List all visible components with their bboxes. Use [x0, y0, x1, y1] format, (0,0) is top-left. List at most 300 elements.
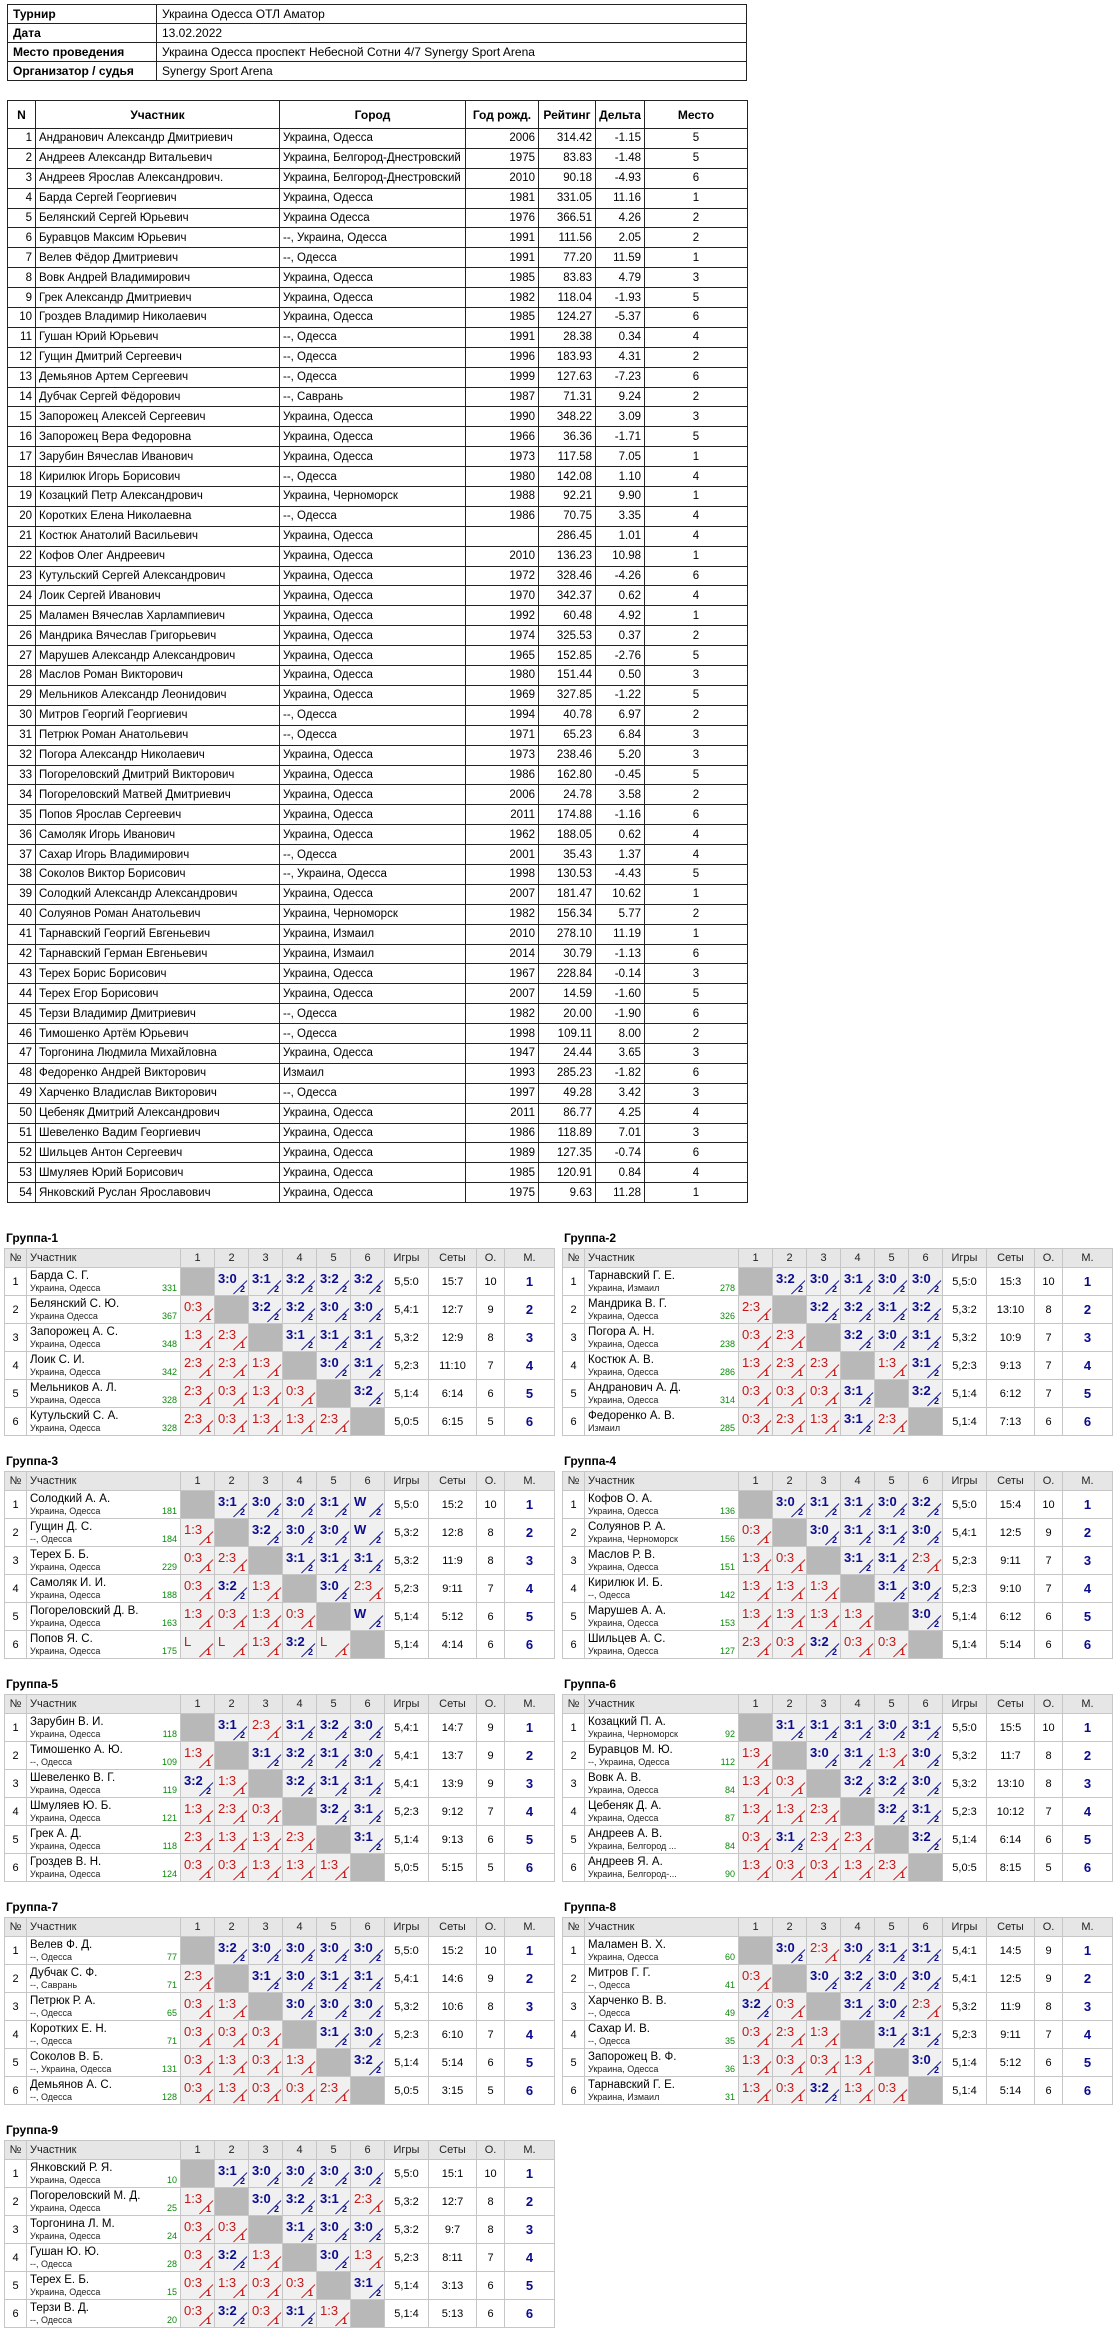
match-result-cell [875, 1547, 909, 1575]
match-result-cell [181, 1798, 215, 1826]
match-points: 2 [899, 1814, 905, 1824]
match-result-cell [841, 1408, 875, 1436]
info-value: 13.02.2022 [157, 24, 747, 43]
group-column-header: Игры [385, 1695, 429, 1714]
group-column-header: Сеты [429, 1249, 477, 1268]
match-score: 2:3 [776, 1327, 795, 1342]
match-score: 1:3 [844, 2052, 863, 2067]
participant-cell: 1.10 [596, 467, 645, 487]
participant-cell: Украина, Одесса [280, 606, 466, 626]
participant-cell: Украина, Одесса [280, 884, 466, 904]
match-result-cell [283, 1937, 317, 1965]
player-city: Украина, Одесса [30, 1282, 101, 1293]
match-result-cell [739, 2049, 773, 2077]
match-score: 1:3 [354, 2247, 373, 2262]
match-points: 1 [899, 2093, 905, 2103]
participant-cell: 6.84 [596, 725, 645, 745]
player-name: Грек А. Д. [30, 1827, 82, 1840]
match-score: 3:0 [354, 1745, 373, 1760]
player-games: 5,1:4 [943, 2049, 987, 2077]
participant-cell: Дубчак Сергей Фёдорович [36, 387, 280, 407]
match-score: 1:3 [742, 1355, 761, 1370]
participant-cell: 1988 [466, 487, 539, 507]
participant-cell: 118.89 [539, 1123, 596, 1143]
participant-cell: 47 [8, 1043, 36, 1063]
group-column-header: 3 [807, 1472, 841, 1491]
match-score: 1:3 [184, 1745, 203, 1760]
group-column-header: 5 [317, 1249, 351, 1268]
participant-cell: 4 [645, 586, 748, 606]
match-points: 2 [307, 2176, 313, 2186]
diagonal-cell [909, 1408, 943, 1436]
player-games: 5,5:0 [943, 1268, 987, 1296]
participant-cell: 1965 [466, 646, 539, 666]
match-points: 2 [239, 1953, 245, 1963]
player-games: 5,2:3 [943, 1575, 987, 1603]
player-number: 2 [563, 1965, 585, 1993]
diagonal-cell [317, 1380, 351, 1408]
player-points: 7 [477, 1575, 505, 1603]
match-result-cell [351, 1742, 385, 1770]
participant-cell: 4.26 [596, 208, 645, 228]
match-result-cell [317, 1547, 351, 1575]
participant-cell: Андранович Александр Дмитриевич [36, 129, 280, 149]
match-points: 2 [899, 1591, 905, 1601]
match-result-cell [317, 1268, 351, 1296]
group-header-row [5, 1695, 555, 1714]
participant-cell: 4 [8, 188, 36, 208]
match-score: 3:1 [252, 1745, 271, 1760]
match-result-cell [909, 1324, 943, 1352]
match-points: 2 [831, 1730, 837, 1740]
match-points: 2 [831, 1284, 837, 1294]
player-rating: 112 [720, 1757, 735, 1767]
match-points: 1 [239, 1786, 245, 1796]
match-score: 0:3 [776, 2052, 795, 2067]
participant-cell: 0.34 [596, 327, 645, 347]
participant-cell: -1.13 [596, 944, 645, 964]
match-score: 0:3 [286, 2080, 305, 2095]
match-points: 2 [865, 1424, 871, 1434]
player-points: 10 [477, 1268, 505, 1296]
match-points: 2 [831, 1647, 837, 1657]
match-result-cell [181, 1324, 215, 1352]
participant-cell: 1996 [466, 347, 539, 367]
participant-cell: Украина, Одесса [280, 984, 466, 1004]
player-city: Украина, Одесса [30, 1784, 101, 1795]
participant-row [8, 1004, 748, 1024]
participant-cell: --, Одесса [280, 725, 466, 745]
match-points: 1 [341, 1424, 347, 1434]
participants-column-header: Место [645, 101, 748, 129]
player-points: 9 [477, 1714, 505, 1742]
match-points: 1 [865, 2065, 871, 2075]
match-score: 3:1 [354, 1968, 373, 1983]
participant-cell: 152.85 [539, 646, 596, 666]
match-result-cell [283, 2188, 317, 2216]
participant-cell: Марушев Александр Александрович [36, 646, 280, 666]
match-score: 2:3 [218, 1801, 237, 1816]
player-points: 10 [1035, 1491, 1063, 1519]
participant-cell: 4 [645, 825, 748, 845]
player-sets: 13:9 [429, 1770, 477, 1798]
participant-cell: 188.05 [539, 825, 596, 845]
group-column-header: Участник [585, 1695, 739, 1714]
player-rating: 90 [724, 1869, 735, 1879]
participant-cell: 19 [8, 487, 36, 507]
match-result-cell [739, 1826, 773, 1854]
participant-cell: --, Одесса [280, 506, 466, 526]
player-cell [27, 1324, 181, 1352]
match-result-cell [773, 1714, 807, 1742]
diagonal-cell [249, 1770, 283, 1798]
participant-cell: 156.34 [539, 904, 596, 924]
match-result-cell [283, 1519, 317, 1547]
participant-cell: 9 [8, 288, 36, 308]
player-name: Мандрика В. Г. [588, 1297, 667, 1310]
match-points: 2 [375, 2037, 381, 2047]
group-column-header: О. [1035, 1918, 1063, 1937]
player-name: Лоик С. И. [30, 1353, 85, 1366]
match-result-cell [875, 1491, 909, 1519]
player-points: 8 [1035, 1770, 1063, 1798]
participant-cell: --, Одесса [280, 845, 466, 865]
match-result-cell [807, 1631, 841, 1659]
group-column-header: Сеты [987, 1472, 1035, 1491]
match-points: 1 [273, 2093, 279, 2103]
info-label: Дата [8, 24, 157, 43]
participant-cell: 4 [645, 327, 748, 347]
participant-row [8, 467, 748, 487]
match-points: 2 [865, 1284, 871, 1294]
match-score: 1:3 [252, 2247, 271, 2262]
participant-cell: 174.88 [539, 805, 596, 825]
participant-cell: 38 [8, 864, 36, 884]
player-rating: 175 [161, 1646, 177, 1656]
match-points: 2 [831, 1535, 837, 1545]
participant-cell: 10.62 [596, 884, 645, 904]
player-cell [585, 1603, 739, 1631]
participant-cell: 5 [645, 427, 748, 447]
player-cell [585, 2021, 739, 2049]
participant-cell: Украина, Одесса [280, 785, 466, 805]
match-score: 3:1 [354, 1550, 373, 1565]
match-score: 3:1 [320, 1773, 339, 1788]
participant-cell: Соколов Виктор Борисович [36, 864, 280, 884]
match-points: 1 [205, 1563, 211, 1573]
participant-cell: 12 [8, 347, 36, 367]
participant-cell: 285.23 [539, 1063, 596, 1083]
player-place: 5 [1063, 2049, 1113, 2077]
match-score: 3:1 [320, 1968, 339, 1983]
match-score: 3:1 [912, 1940, 931, 1955]
player-games: 5,2:3 [385, 2244, 429, 2272]
group-title: Группа-1 [6, 1231, 59, 1245]
player-cell [27, 1993, 181, 2021]
group-column-header: М. [1063, 1918, 1113, 1937]
match-result-cell [909, 1547, 943, 1575]
group-title: Группа-8 [564, 1900, 617, 1914]
match-score: 3:1 [286, 2219, 305, 2234]
match-score: 2:3 [742, 1634, 761, 1649]
player-games: 5,5:0 [943, 1491, 987, 1519]
match-points: 1 [239, 1842, 245, 1852]
match-score: 1:3 [776, 1606, 795, 1621]
match-result-cell [283, 1826, 317, 1854]
match-result-cell [283, 1714, 317, 1742]
group-table [4, 1471, 555, 1659]
group-table [4, 2140, 555, 2328]
match-score: 3:1 [878, 2024, 897, 2039]
group-column-header: М. [505, 1249, 555, 1268]
player-sets: 9:11 [987, 1547, 1035, 1575]
player-sets: 10:6 [429, 1993, 477, 2021]
match-result-cell [215, 1324, 249, 1352]
participant-cell: Сахар Игорь Владимирович [36, 845, 280, 865]
match-score: 1:3 [878, 1355, 897, 1370]
match-points: 2 [307, 1758, 313, 1768]
match-points: 2 [375, 1619, 381, 1629]
player-points: 9 [1035, 1519, 1063, 1547]
participant-cell: 34 [8, 785, 36, 805]
participant-row [8, 1043, 748, 1063]
match-score: 3:0 [286, 1940, 305, 1955]
group-column-header: Игры [385, 1918, 429, 1937]
match-score: 3:1 [354, 1801, 373, 1816]
match-score: 0:3 [184, 1996, 203, 2011]
player-points: 7 [1035, 1798, 1063, 1826]
diagonal-cell [807, 1993, 841, 2021]
match-points: 2 [831, 1507, 837, 1517]
group-player-row [5, 1993, 555, 2021]
match-points: 2 [831, 1758, 837, 1768]
match-result-cell [773, 1631, 807, 1659]
player-points: 10 [477, 1937, 505, 1965]
match-points: 2 [797, 1842, 803, 1852]
player-cell [27, 1296, 181, 1324]
group-player-row [563, 1965, 1113, 1993]
participant-cell: 1967 [466, 964, 539, 984]
match-score: 2:3 [218, 1550, 237, 1565]
player-number: 4 [563, 1798, 585, 1826]
participant-cell: 136.23 [539, 546, 596, 566]
participant-row [8, 367, 748, 387]
match-result-cell [875, 1965, 909, 1993]
participant-cell: Украина, Белгород-Днестровский [280, 148, 466, 168]
tournament-info-table [7, 4, 747, 81]
participant-cell: 1 [8, 129, 36, 149]
match-result-cell [773, 1352, 807, 1380]
player-city: Украина Одесса [30, 1310, 98, 1321]
info-label: Турнир [8, 5, 157, 24]
participant-cell: 2007 [466, 884, 539, 904]
match-score: 2:3 [810, 1940, 829, 1955]
match-points: 2 [933, 2037, 939, 2047]
match-points: 2 [341, 1535, 347, 1545]
participant-cell: 1.01 [596, 526, 645, 546]
match-points: 1 [239, 1870, 245, 1880]
group-header-row [563, 1918, 1113, 1937]
player-place: 6 [505, 2300, 555, 2328]
group-column-header: 2 [215, 1472, 249, 1491]
match-score: 3:2 [912, 1829, 931, 1844]
group-column-header: 3 [249, 1472, 283, 1491]
participant-row [8, 1163, 748, 1183]
player-city: Украина, Одесса [588, 1505, 659, 1516]
participant-cell: 1985 [466, 308, 539, 328]
player-name: Андранович А. Д. [588, 1381, 682, 1394]
player-sets: 12:7 [429, 2188, 477, 2216]
match-score: 2:3 [844, 1829, 863, 1844]
match-score: 3:1 [218, 1717, 237, 1732]
match-result-cell [875, 1352, 909, 1380]
participant-cell: 0.50 [596, 666, 645, 686]
player-name: Тимошенко А. Ю. [30, 1743, 123, 1756]
group-player-row [563, 1714, 1113, 1742]
match-score: 0:3 [184, 2080, 203, 2095]
match-points: 1 [763, 1981, 769, 1991]
match-score: 3:0 [354, 1996, 373, 2011]
participant-cell: Цебеняк Дмитрий Александрович [36, 1103, 280, 1123]
group-player-row [5, 1324, 555, 1352]
participant-cell: 92.21 [539, 487, 596, 507]
participant-cell: 8 [8, 268, 36, 288]
match-score: 3:2 [354, 2052, 373, 2067]
player-rating: 28 [166, 2259, 177, 2269]
group-table [4, 1694, 555, 1882]
player-points: 6 [477, 2300, 505, 2328]
match-score: 0:3 [218, 2219, 237, 2234]
match-points: 1 [205, 2093, 211, 2103]
match-score: 3:0 [252, 2191, 271, 2206]
match-points: 2 [273, 1758, 279, 1768]
player-city: Украина, Измаил [588, 1282, 660, 1293]
match-result-cell [215, 1268, 249, 1296]
match-points: 1 [831, 2037, 837, 2047]
match-points: 2 [239, 2176, 245, 2186]
player-games: 5,2:3 [385, 1575, 429, 1603]
match-result-cell [773, 1575, 807, 1603]
diagonal-cell [351, 1408, 385, 1436]
group-column-header: 3 [249, 2141, 283, 2160]
match-score: 2:3 [810, 1801, 829, 1816]
group-column-header: 6 [909, 1249, 943, 1268]
player-points: 8 [477, 1324, 505, 1352]
diagonal-cell [317, 2049, 351, 2077]
participant-cell: Украина, Одесса [280, 447, 466, 467]
player-games: 5,1:4 [943, 1826, 987, 1854]
match-score: 3:2 [354, 1383, 373, 1398]
player-games: 5,5:0 [385, 2160, 429, 2188]
match-result-cell [283, 2300, 317, 2328]
player-rating: 229 [161, 1562, 177, 1572]
match-points: 1 [763, 1591, 769, 1601]
participant-cell: 3 [645, 666, 748, 686]
match-points: 2 [375, 1730, 381, 1740]
match-points: 2 [341, 1953, 347, 1963]
group-player-row [563, 2077, 1113, 2105]
player-rating: 238 [719, 1339, 735, 1349]
match-result-cell [283, 2272, 317, 2300]
match-score: 3:0 [286, 2163, 305, 2178]
player-rating: 77 [166, 1952, 177, 1962]
participant-cell: 2 [645, 1024, 748, 1044]
match-result-cell [181, 2188, 215, 2216]
participant-cell: 1990 [466, 407, 539, 427]
match-points: 2 [375, 2288, 381, 2298]
match-score: 0:3 [776, 1996, 795, 2011]
participant-cell: Украина, Одесса [280, 745, 466, 765]
diagonal-cell [181, 1714, 215, 1742]
player-name: Шевеленко В. Г. [30, 1771, 116, 1784]
player-cell [27, 2300, 181, 2328]
group-table [562, 1917, 1113, 2105]
match-points: 1 [341, 1870, 347, 1880]
participant-cell: 4 [645, 1163, 748, 1183]
player-cell [585, 1408, 739, 1436]
group-column-header: 2 [773, 1472, 807, 1491]
match-score: 1:3 [184, 1801, 203, 1816]
match-result-cell [841, 1547, 875, 1575]
match-result-cell [317, 1296, 351, 1324]
match-points: 2 [273, 1312, 279, 1322]
group-column-header: М. [505, 2141, 555, 2160]
match-points: 2 [307, 1953, 313, 1963]
player-city: --, Одесса [588, 2035, 631, 2046]
participant-cell: 16 [8, 427, 36, 447]
match-points: 2 [341, 1368, 347, 1378]
participant-cell: 6 [645, 1004, 748, 1024]
diagonal-cell [283, 2244, 317, 2272]
match-points: 1 [307, 1870, 313, 1880]
participant-cell: Украина, Одесса [280, 765, 466, 785]
group-player-row [5, 1742, 555, 1770]
match-score: 1:3 [742, 1550, 761, 1565]
match-points: 2 [273, 1953, 279, 1963]
match-points: 1 [797, 2065, 803, 2075]
group-column-header: 3 [807, 1249, 841, 1268]
player-points: 6 [477, 2272, 505, 2300]
match-result-cell [215, 2244, 249, 2272]
match-result-cell [317, 1519, 351, 1547]
match-points: 2 [933, 1953, 939, 1963]
participant-cell: Украина, Белгород-Днестровский [280, 168, 466, 188]
player-city: Украина, Одесса [588, 1338, 659, 1349]
participant-cell: 6 [645, 1063, 748, 1083]
player-city: Украина, Одесса [30, 1338, 101, 1349]
participant-cell: Украина, Черноморск [280, 487, 466, 507]
match-result-cell [351, 1937, 385, 1965]
match-score: 0:3 [776, 1550, 795, 1565]
player-place: 4 [505, 1798, 555, 1826]
match-score: 1:3 [810, 1578, 829, 1593]
diagonal-cell [773, 1965, 807, 1993]
player-cell [585, 1826, 739, 1854]
group-player-row [563, 1826, 1113, 1854]
player-rating: 156 [719, 1534, 735, 1544]
match-score: 2:3 [878, 1857, 897, 1872]
participant-cell: Украина Одесса [280, 208, 466, 228]
diagonal-cell [841, 2021, 875, 2049]
match-points: 2 [375, 1786, 381, 1796]
player-number: 6 [563, 2077, 585, 2105]
player-place: 6 [505, 1408, 555, 1436]
participant-cell: -1.15 [596, 129, 645, 149]
match-score: 3:0 [320, 1996, 339, 2011]
player-name: Костюк А. В. [588, 1353, 654, 1366]
participant-cell: 5 [8, 208, 36, 228]
participant-cell: 2006 [466, 129, 539, 149]
